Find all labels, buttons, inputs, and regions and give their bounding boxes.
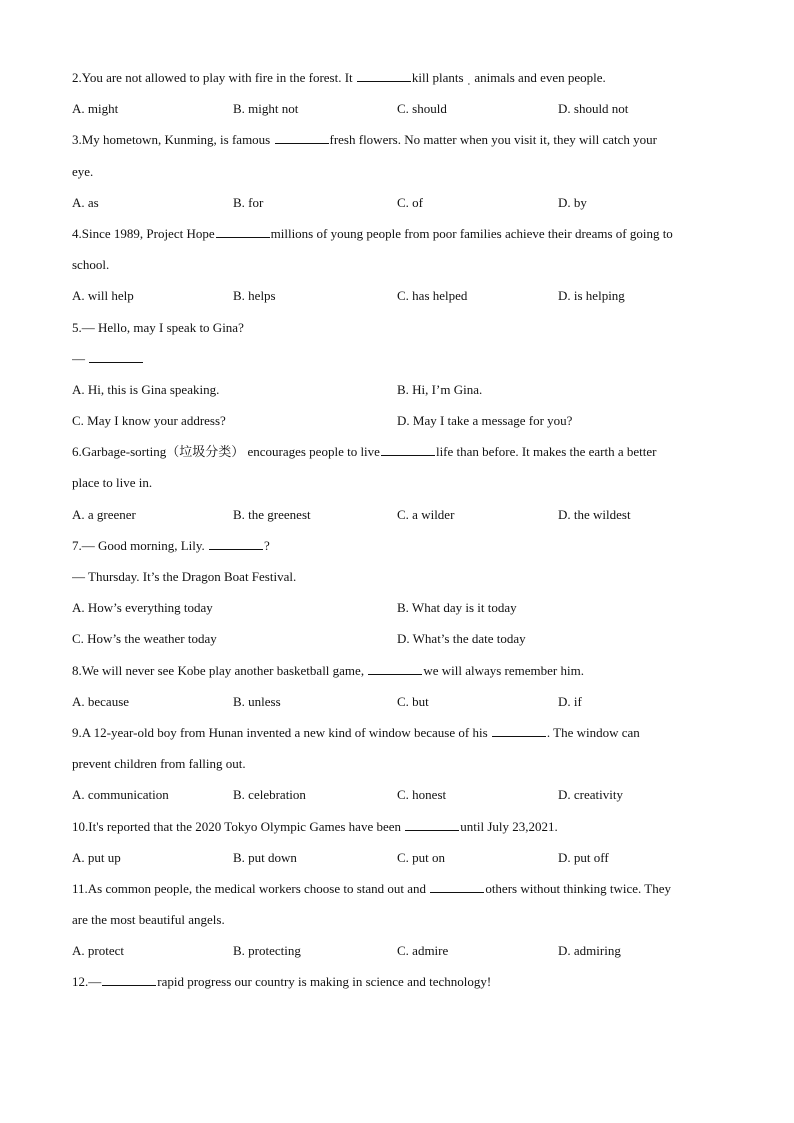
answer-options — [72, 935, 722, 966]
answer-options — [72, 499, 722, 530]
option-d: D. admiring — [558, 943, 621, 959]
question-stem-continued — [72, 904, 722, 935]
option-a: A. communication — [72, 787, 169, 803]
answer-options — [72, 187, 722, 218]
answer-blank — [357, 70, 411, 82]
option-c: C. How’s the weather today — [72, 631, 217, 647]
answer-options — [72, 93, 722, 124]
option-d: D. What’s the date today — [397, 631, 526, 647]
option-c: C. should — [397, 101, 447, 117]
option-a: A. will help — [72, 288, 134, 304]
stem-text: are the most beautiful angels. — [72, 912, 225, 928]
question-stem — [72, 124, 722, 155]
exam-page — [72, 62, 722, 998]
option-a: A. protect — [72, 943, 124, 959]
answer-blank — [102, 974, 156, 986]
option-c: C. has helped — [397, 288, 468, 304]
option-d: D. put off — [558, 849, 609, 865]
stem-text: place to live in. — [72, 475, 153, 491]
option-c: C. but — [397, 693, 429, 709]
stem-text: — Thursday. It’s the Dragon Boat Festival. — [72, 569, 297, 584]
option-b: B. helps — [233, 288, 276, 304]
option-b: B. might not — [233, 101, 299, 117]
stem-text-before-blank: It's reported that the 2020 Tokyo Olympic Games have been — [88, 818, 405, 834]
answer-blank — [405, 819, 459, 831]
stem-text-after-blank: millions of young people from poor families achieve their dreams of going to — [270, 225, 673, 241]
option-c: C. of — [397, 194, 423, 210]
answer-options — [72, 280, 722, 311]
question-stem — [72, 530, 722, 561]
option-d: D. creativity — [558, 787, 623, 803]
question-stem — [72, 62, 722, 93]
option-a: A. because — [72, 693, 130, 709]
option-c: C. admire — [397, 943, 449, 959]
question-number: 3. — [72, 132, 82, 148]
question-number: 4. — [72, 225, 82, 241]
option-b: B. celebration — [233, 787, 306, 803]
option-c: C. put on — [397, 849, 446, 865]
answer-blank — [209, 538, 263, 550]
question-number: 10. — [72, 818, 89, 834]
option-a: A. might — [72, 101, 119, 117]
stem-text-before-blank: You are not allowed to play with fire in the forest. It — [81, 70, 356, 85]
answer-blank — [368, 663, 422, 675]
answer-blank — [275, 132, 329, 144]
stem-text-after-blank: rapid progress our country is making in science and technology! — [157, 974, 492, 990]
stem-text: school. — [72, 257, 110, 273]
stem-text-after-blank: . The window can — [546, 724, 640, 740]
option-a: A. Hi, this is Gina speaking. — [72, 381, 220, 397]
question-stem-continued — [72, 561, 722, 592]
stem-text: — Hello, may I speak to Gina? — [81, 319, 244, 335]
stem-text-before-blank: — Good morning, Lily. — [81, 537, 209, 553]
stem-text-after-blank: until July 23,2021. — [460, 818, 558, 834]
answer-options — [72, 592, 722, 623]
option-c: C. a wilder — [397, 506, 455, 522]
question-stem — [72, 218, 722, 249]
stem-text-before-blank: Since 1989, Project Hope — [81, 225, 215, 241]
question-stem — [72, 811, 722, 842]
stem-text-after-blank: others without thinking twice. They — [485, 880, 672, 896]
question-stem — [72, 717, 722, 748]
question-stem-continued — [72, 343, 722, 374]
option-b: B. What day is it today — [397, 600, 517, 616]
stem-text-before-blank: A 12-year-old boy from Hunan invented a new kind of window because of his — [81, 724, 491, 740]
question-number: 8. — [72, 662, 82, 678]
option-d: D. the wildest — [558, 506, 631, 522]
answer-options — [72, 405, 722, 436]
stem-text-after-blank: fresh flowers. No matter when you visit it, they will catch your — [329, 132, 657, 148]
answer-blank — [492, 725, 546, 737]
stem-text-before-blank: — — [88, 974, 102, 990]
option-d: D. May I take a message for you? — [397, 413, 573, 429]
question-stem — [72, 312, 722, 343]
question-number: 11. — [72, 880, 88, 896]
option-b: B. protecting — [233, 943, 301, 959]
stem-text-after-blank: ? — [264, 537, 270, 553]
question-number: 2. — [72, 70, 82, 85]
option-a: A. a greener — [72, 506, 136, 522]
option-c: C. honest — [397, 787, 447, 803]
question-stem — [72, 966, 722, 997]
option-d: D. if — [558, 693, 582, 709]
option-a: A. put up — [72, 849, 121, 865]
stem-text-before-blank: My hometown, Kunming, is famous — [81, 132, 274, 148]
option-d: D. should not — [558, 101, 629, 117]
option-a: A. How’s everything today — [72, 600, 213, 616]
answer-options — [72, 779, 722, 810]
question-stem — [72, 655, 722, 686]
answer-blank — [430, 881, 484, 893]
stem-text-after-blank: we will always remember him. — [423, 662, 584, 678]
question-number: 12. — [72, 974, 89, 990]
stem-text-after-blank: life than before. It makes the earth a better — [435, 444, 657, 460]
stem-text-before-blank: Garbage-sorting（垃圾分类） encourages people to live — [81, 444, 380, 460]
question-stem — [72, 873, 722, 904]
stem-text-before-blank: — — [72, 350, 89, 366]
stem-text: eye. — [72, 163, 94, 179]
question-number: 5. — [72, 319, 82, 335]
stem-text-before-blank: As common people, the medical workers choose to stand out and — [87, 880, 430, 896]
question-stem-continued — [72, 748, 722, 779]
stem-text-before-blank: We will never see Kobe play another basketball game, — [81, 662, 368, 678]
option-b: B. unless — [233, 693, 281, 709]
option-b: B. Hi, I’m Gina. — [397, 381, 483, 397]
answer-blank — [89, 351, 143, 363]
question-number: 7. — [72, 537, 82, 553]
answer-blank — [216, 226, 270, 238]
option-b: B. for — [233, 194, 264, 210]
question-stem-continued — [72, 467, 722, 498]
stem-text-after-blank: kill plants ˌ animals and even people. — [411, 70, 606, 85]
answer-blank — [381, 444, 435, 456]
stem-text: prevent children from falling out. — [72, 756, 246, 772]
option-b: B. the greenest — [233, 506, 311, 522]
question-stem-continued — [72, 156, 722, 187]
question-stem-continued — [72, 249, 722, 280]
answer-options — [72, 842, 722, 873]
question-stem — [72, 436, 722, 467]
answer-options — [72, 623, 722, 654]
option-a: A. as — [72, 194, 99, 210]
option-d: D. is helping — [558, 288, 625, 304]
answer-options — [72, 686, 722, 717]
question-number: 9. — [72, 724, 82, 740]
question-number: 6. — [72, 444, 82, 460]
answer-options — [72, 374, 722, 405]
option-c: C. May I know your address? — [72, 413, 226, 429]
option-b: B. put down — [233, 849, 297, 865]
option-d: D. by — [558, 194, 587, 210]
